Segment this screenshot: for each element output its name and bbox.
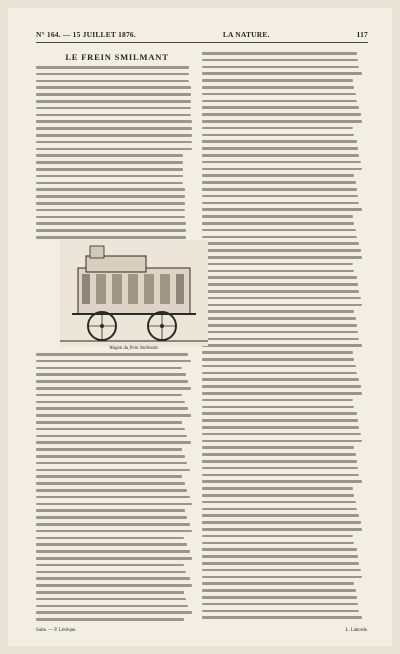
text-line — [202, 392, 362, 395]
text-line — [202, 229, 356, 232]
text-line — [36, 148, 192, 151]
text-line — [36, 154, 183, 157]
text-line — [202, 120, 362, 123]
text-line — [36, 584, 192, 587]
header-rule — [36, 42, 368, 43]
text-line — [36, 475, 182, 478]
page-footer — [36, 628, 368, 636]
text-line — [202, 168, 362, 171]
text-line — [202, 79, 353, 82]
text-line — [202, 535, 353, 538]
text-line — [202, 338, 359, 341]
text-line — [202, 324, 357, 327]
text-line — [36, 360, 191, 363]
text-line — [202, 181, 356, 184]
text-line — [36, 448, 182, 451]
text-line — [36, 598, 186, 601]
text-line — [36, 182, 183, 185]
text-line — [36, 353, 188, 356]
text-line — [202, 378, 359, 381]
text-line — [36, 120, 192, 123]
text-line — [36, 209, 185, 212]
text-line — [36, 168, 183, 171]
text-line — [202, 555, 358, 558]
text-line — [202, 236, 357, 239]
text-line — [36, 216, 185, 219]
text-line — [202, 174, 354, 177]
text-line — [36, 134, 192, 137]
text-line — [202, 562, 359, 565]
page-header — [36, 28, 368, 40]
text-line — [202, 202, 359, 205]
text-line — [36, 516, 187, 519]
text-line — [202, 113, 361, 116]
text-line — [202, 304, 362, 307]
text-line — [36, 503, 192, 506]
text-line — [202, 487, 353, 490]
text-line — [202, 446, 354, 449]
text-line — [202, 106, 359, 109]
text-line — [36, 380, 188, 383]
text-line — [202, 589, 356, 592]
text-line — [202, 351, 353, 354]
text-line — [202, 542, 354, 545]
text-line — [202, 100, 357, 103]
text-line — [202, 406, 354, 409]
figure-caption: Wagon du frein Smilmant. — [109, 346, 159, 351]
text-line — [36, 229, 186, 232]
text-line — [202, 263, 353, 266]
text-line — [202, 297, 361, 300]
journal-title: LA NATURE. — [222, 29, 270, 39]
text-line — [202, 93, 356, 96]
text-line — [202, 161, 361, 164]
text-line — [36, 618, 184, 621]
text-line — [36, 188, 185, 191]
text-line — [202, 222, 354, 225]
text-line — [202, 460, 357, 463]
page-number: 117 — [356, 29, 368, 39]
text-line — [202, 582, 354, 585]
text-line — [36, 530, 192, 533]
text-line — [36, 591, 184, 594]
text-line — [202, 154, 359, 157]
text-line — [36, 86, 191, 89]
text-line — [202, 290, 359, 293]
text-line — [202, 453, 356, 456]
text-line — [36, 141, 192, 144]
text-line — [202, 317, 356, 320]
text-line — [202, 603, 358, 606]
text-line — [36, 571, 186, 574]
text-line — [36, 462, 187, 465]
text-line — [36, 93, 191, 96]
text-line — [36, 496, 190, 499]
text-line — [36, 482, 185, 485]
text-line — [202, 276, 357, 279]
newspaper-page — [8, 8, 392, 646]
text-line — [202, 548, 357, 551]
text-line — [36, 236, 186, 239]
text-line — [36, 523, 190, 526]
text-line — [36, 577, 190, 580]
footer-note: Suite. — P. Lévêque. — [36, 628, 77, 633]
text-line — [202, 310, 354, 313]
text-line — [36, 373, 186, 376]
text-line — [202, 576, 362, 579]
text-line — [202, 521, 361, 524]
text-line — [202, 140, 357, 143]
text-line — [36, 367, 182, 370]
text-line — [202, 596, 357, 599]
text-line — [202, 270, 354, 273]
text-line — [202, 501, 356, 504]
text-line — [36, 161, 183, 164]
text-line — [202, 72, 362, 75]
text-line — [202, 59, 358, 62]
text-line — [36, 455, 185, 458]
text-line — [36, 435, 187, 438]
text-line — [36, 73, 189, 76]
text-line — [36, 441, 191, 444]
issue-date: N° 164. — 15 JUILLET 1876. — [36, 29, 136, 39]
text-line — [36, 543, 187, 546]
text-line — [202, 52, 357, 55]
text-line — [202, 440, 362, 443]
text-line — [36, 537, 184, 540]
article-title: LE FREIN SMILMANT — [65, 52, 169, 62]
text-line — [202, 480, 362, 483]
text-line — [202, 147, 358, 150]
text-line — [202, 344, 362, 347]
text-line — [36, 611, 192, 614]
text-line — [202, 134, 354, 137]
text-line — [36, 564, 184, 567]
text-line — [202, 528, 362, 531]
text-line — [202, 256, 362, 259]
text-line — [36, 175, 183, 178]
text-line — [202, 66, 359, 69]
text-line — [202, 494, 354, 497]
text-line — [36, 222, 186, 225]
text-line — [202, 283, 358, 286]
text-line — [202, 86, 354, 89]
text-line — [36, 407, 188, 410]
text-line — [202, 249, 361, 252]
text-line — [36, 414, 191, 417]
text-line — [202, 569, 361, 572]
text-line — [202, 419, 358, 422]
text-line — [36, 127, 192, 130]
text-line — [36, 557, 192, 560]
text-line — [36, 489, 187, 492]
text-line — [202, 127, 353, 130]
text-line — [36, 401, 185, 404]
text-line — [202, 610, 359, 613]
text-line — [202, 208, 362, 211]
text-line — [202, 616, 362, 619]
text-line — [202, 358, 354, 361]
text-line — [202, 195, 358, 198]
text-line — [202, 426, 359, 429]
text-line — [202, 372, 357, 375]
text-line — [36, 387, 191, 390]
text-line — [36, 114, 191, 117]
text-line — [202, 399, 353, 402]
text-line — [36, 100, 191, 103]
text-line — [36, 107, 191, 110]
text-line — [202, 365, 356, 368]
text-line — [36, 509, 185, 512]
text-line — [202, 331, 358, 334]
text-line — [36, 550, 190, 553]
text-line — [36, 66, 189, 69]
text-line — [202, 215, 353, 218]
text-line — [202, 508, 357, 511]
author-signature: L. Laborde. — [345, 628, 368, 633]
text-line — [36, 202, 185, 205]
text-line — [202, 467, 358, 470]
text-line — [202, 188, 357, 191]
text-line — [36, 428, 185, 431]
railway-car-illustration — [60, 240, 208, 346]
text-line — [202, 412, 357, 415]
text-line — [202, 242, 359, 245]
text-line — [36, 605, 188, 608]
text-line — [202, 474, 359, 477]
text-line — [36, 394, 182, 397]
text-line — [202, 514, 359, 517]
text-line — [202, 385, 361, 388]
text-line — [202, 433, 361, 436]
text-line — [36, 421, 182, 424]
text-line — [36, 195, 185, 198]
text-line — [36, 469, 190, 472]
text-line — [36, 80, 189, 83]
